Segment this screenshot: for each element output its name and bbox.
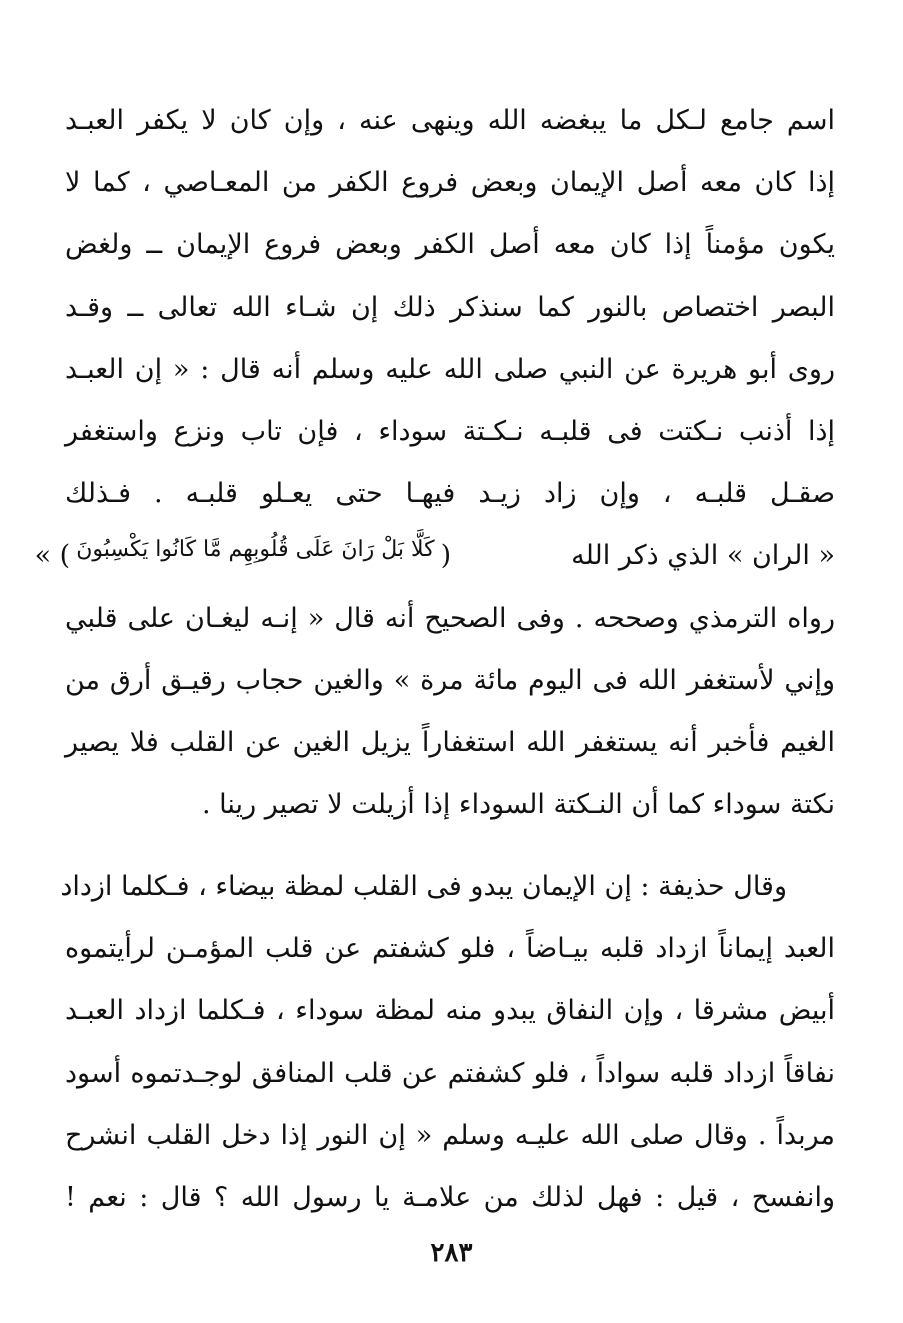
text-line: إذا أذنب نـكتت فى قلبـه نـكـتة سوداء ، فإن تاب ونزع واستغفر [65, 415, 836, 447]
quran-verse: كَلَّا بَلْ رَانَ عَلَى قُلُوبِهِم مَّا كَانُوا يَكْسِبُونَ [76, 537, 435, 563]
text-line: البصر اختصاص بالنور كما سنذكر ذلك إن شـاء الله تعالى ــ وقـد [65, 291, 835, 323]
text-line: مربداً . وقال صلى الله عليـه وسلم « إن النور إذا دخل القلب انشرح [65, 1119, 835, 1151]
quran-verse-line [34, 525, 835, 587]
paragraph-block [60, 856, 835, 1229]
text-line: الغيم فأخبر أنه يستغفر الله استغفاراً يزيل الغين عن القلب فلا يصير [65, 726, 835, 758]
text-line: وقال حذيفة : إن الإيمان يبدو فى القلب لمظة بيضاء ، فـكلما ازداد [60, 871, 787, 902]
verse-close: ) » [34, 540, 71, 572]
text-line: نفاقاً ازداد قلبه سواداً ، فلو كشفتم عن قلب المنافق لوجـدتموه أسود [65, 1057, 835, 1089]
text-line: روى أبو هريرة عن النبي صلى الله عليه وسلم أنه قال : « إن العبـد [65, 353, 835, 385]
paragraph-block [34, 90, 836, 836]
verse-open-paren: ( [440, 540, 452, 572]
page-number: ٢٨٣ [430, 1238, 473, 1268]
text-line: اسم جامع لـكل ما يبغضه الله وينهى عنه ، وإن كان لا يكفر العبـد [65, 105, 835, 136]
verse-intro: « الران » الذي ذكر الله [571, 540, 835, 572]
text-line: العبد إيماناً ازداد قلبه بيـاضاً ، فلو كشفتم عن قلب المؤمـن لرأيتموه [65, 933, 835, 965]
text-line: أبيض مشرقا ، وإن النفاق يبدو منه لمظة سوداء ، فـكلما ازداد العبـد [65, 995, 835, 1027]
text-line: رواه الترمذي وصححه . وفى الصحيح أنه قال « إنـه ليغـان على قلبي [65, 602, 835, 634]
text-line: وانفسح ، قيل : فهل لذلك من علامـة يا رسول الله ؟ قال : نعم ! [65, 1181, 835, 1213]
text-line: وإني لأستغفر الله فى اليوم مائة مرة » والغين حجاب رقيـق أرق من [65, 664, 835, 696]
text-line: نكتة سوداء كما أن النـكتة السوداء إذا أزيلت لا تصير رينا . [202, 789, 835, 821]
text-line: يكون مؤمناً إذا كان معه أصل الكفر وبعض فروع الإيمان ــ ولغض [65, 229, 835, 261]
text-line: صقـل قلبـه ، وإن زاد زيـد فيهـا حتى يعـلو قلبـه . فـذلك [65, 478, 835, 510]
text-line: إذا كان معه أصل الإيمان وبعض فروع الكفر من المعـاصي ، كما لا [65, 167, 835, 199]
